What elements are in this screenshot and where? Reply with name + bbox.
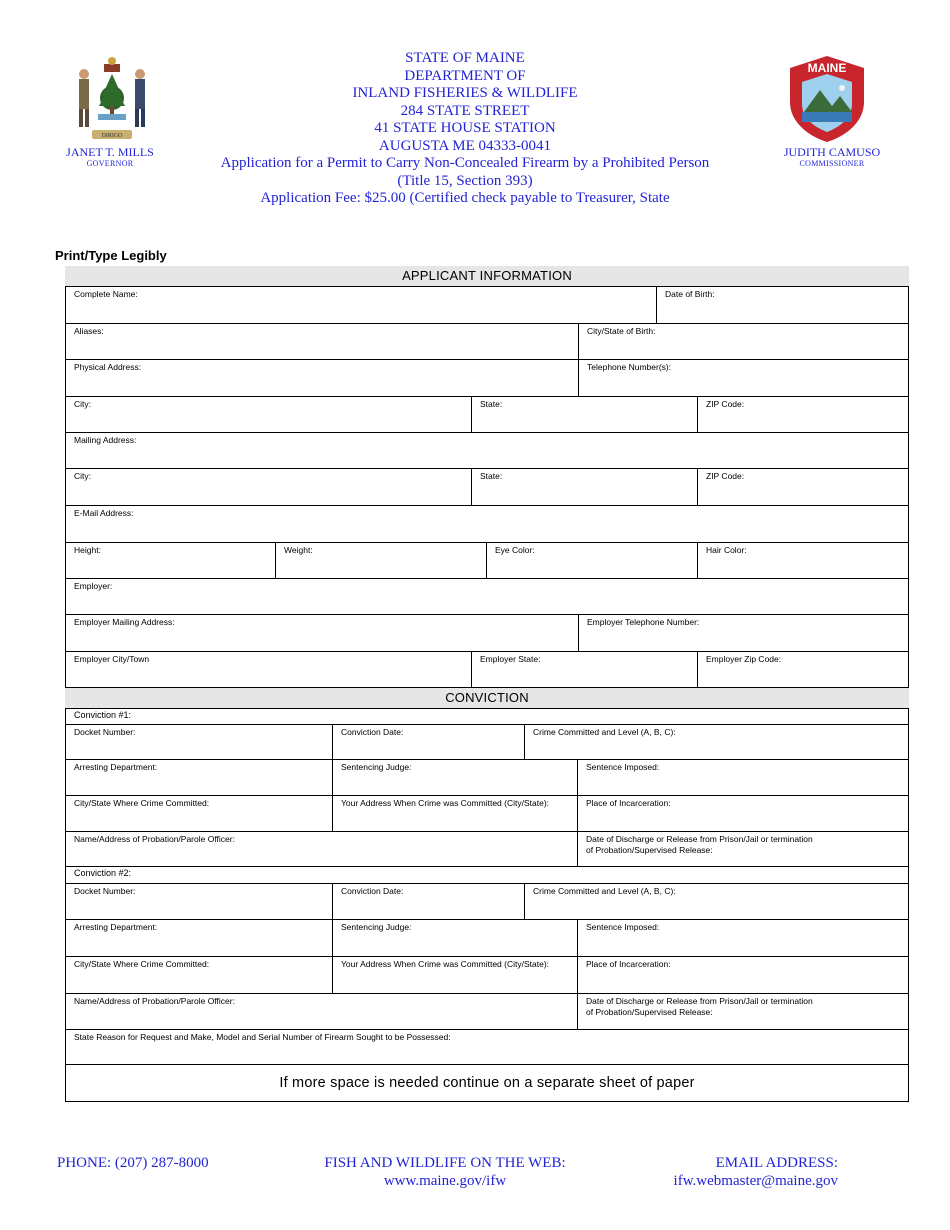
- mailing-address-field[interactable]: Mailing Address:: [74, 435, 137, 445]
- employer-telephone-field[interactable]: Employer Telephone Number:: [587, 617, 700, 627]
- employer-zip-code-field[interactable]: Employer Zip Code:: [706, 654, 782, 664]
- footer-email-block: [640, 1154, 838, 1190]
- c1-your-address-field[interactable]: Your Address When Crime was Committed (City/State):: [333, 796, 578, 831]
- employer-state-field[interactable]: Employer State:: [472, 652, 698, 687]
- application-form: [65, 266, 909, 1102]
- conviction-2-label: Conviction #2:: [74, 868, 132, 878]
- email-address-field[interactable]: E-Mail Address:: [74, 508, 134, 518]
- height-field[interactable]: Height:: [66, 543, 276, 578]
- seal-motto: DIRIGO: [101, 133, 123, 139]
- hair-color-field[interactable]: Hair Color:: [706, 545, 747, 555]
- commissioner-name: JUDITH CAMUSO: [783, 145, 881, 159]
- c2-your-address-field[interactable]: Your Address When Crime was Committed (City/State):: [333, 957, 578, 993]
- c1-conviction-date-field[interactable]: Conviction Date:: [333, 725, 525, 759]
- ifw-shield-logo-icon: [786, 54, 868, 144]
- applicant-table: [65, 286, 909, 688]
- header-station: 41 STATE HOUSE STATION: [374, 120, 556, 136]
- conviction-table: [65, 708, 909, 1102]
- telephone-field[interactable]: Telephone Number(s):: [587, 362, 672, 372]
- c2-crime-location-field[interactable]: City/State Where Crime Committed:: [66, 957, 333, 993]
- footer-web-label: FISH AND WILDLIFE ON THE WEB:: [324, 1155, 566, 1171]
- footer-web-link[interactable]: www.maine.gov/ifw: [383, 1173, 507, 1189]
- discharge-label-line1: Date of Discharge or Release from Prison/Jail or termination: [586, 996, 813, 1006]
- city-field[interactable]: City:: [66, 397, 472, 432]
- c2-place-of-incarceration-field[interactable]: Place of Incarceration:: [586, 959, 671, 969]
- form-statute: (Title 15, Section 393): [397, 172, 533, 189]
- c2-arresting-department-field[interactable]: Arresting Department:: [66, 920, 333, 956]
- discharge-label-line2: of Probation/Supervised Release:: [586, 1006, 713, 1017]
- header-city: AUGUSTA ME 04333-0041: [378, 137, 552, 154]
- commissioner-block: [770, 145, 894, 169]
- c2-docket-number-field[interactable]: Docket Number:: [66, 884, 333, 919]
- conviction-section-header: CONVICTION: [65, 688, 909, 708]
- mailing-state-field[interactable]: State:: [472, 469, 698, 505]
- state-field[interactable]: State:: [472, 397, 698, 432]
- employer-field[interactable]: Employer:: [74, 581, 113, 591]
- c1-sentence-imposed-field[interactable]: Sentence Imposed:: [586, 762, 660, 772]
- governor-block: [48, 145, 172, 169]
- zip-code-field[interactable]: ZIP Code:: [706, 399, 745, 409]
- c2-discharge-date-field[interactable]: [578, 994, 908, 1029]
- reason-for-request-field[interactable]: State Reason for Request and Make, Model and Serial Number of Firearm Sought to be Possessed:: [74, 1032, 451, 1042]
- header-block: [200, 50, 730, 208]
- commissioner-title: COMMISSIONER: [799, 159, 865, 168]
- discharge-label-line1: Date of Discharge or Release from Prison/Jail or termination: [586, 834, 813, 844]
- city-state-of-birth-field[interactable]: City/State of Birth:: [587, 326, 656, 336]
- discharge-label-line2: of Probation/Supervised Release:: [586, 844, 713, 855]
- conviction-1-label: Conviction #1:: [74, 710, 132, 720]
- print-legibly-note: Print/Type Legibly: [55, 248, 167, 263]
- employer-city-field[interactable]: Employer City/Town: [66, 652, 472, 687]
- c2-crime-level-field[interactable]: Crime Committed and Level (A, B, C):: [533, 886, 676, 896]
- more-space-note: If more space is needed continue on a separate sheet of paper: [279, 1075, 695, 1091]
- c1-probation-officer-field[interactable]: Name/Address of Probation/Parole Officer:: [66, 832, 578, 866]
- state-seal-icon: [70, 52, 154, 144]
- mailing-city-field[interactable]: City:: [66, 469, 472, 505]
- c2-sentencing-judge-field[interactable]: Sentencing Judge:: [333, 920, 578, 956]
- c2-probation-officer-field[interactable]: Name/Address of Probation/Parole Officer:: [66, 994, 578, 1029]
- c1-docket-number-field[interactable]: Docket Number:: [66, 725, 333, 759]
- c1-sentencing-judge-field[interactable]: Sentencing Judge:: [333, 760, 578, 795]
- weight-field[interactable]: Weight:: [276, 543, 487, 578]
- eye-color-field[interactable]: Eye Color:: [487, 543, 698, 578]
- shield-title: MAINE: [807, 61, 847, 75]
- footer-web-block: [300, 1154, 590, 1190]
- complete-name-field[interactable]: Complete Name:: [66, 287, 657, 323]
- aliases-field[interactable]: Aliases:: [66, 324, 579, 359]
- header-state: STATE OF MAINE: [405, 50, 525, 66]
- governor-title: GOVERNOR: [86, 159, 134, 168]
- header-street: 284 STATE STREET: [400, 102, 530, 119]
- applicant-section-header: APPLICANT INFORMATION: [65, 266, 909, 286]
- employer-mailing-address-field[interactable]: Employer Mailing Address:: [66, 615, 579, 651]
- c1-crime-location-field[interactable]: City/State Where Crime Committed:: [66, 796, 333, 831]
- date-of-birth-field[interactable]: Date of Birth:: [665, 289, 715, 299]
- c1-arresting-department-field[interactable]: Arresting Department:: [66, 760, 333, 795]
- footer-email-link[interactable]: ifw.webmaster@maine.gov: [673, 1173, 838, 1189]
- form-title: Application for a Permit to Carry Non-Concealed Firearm by a Prohibited Person: [220, 155, 710, 171]
- mailing-zip-code-field[interactable]: ZIP Code:: [706, 471, 745, 481]
- c1-place-of-incarceration-field[interactable]: Place of Incarceration:: [586, 798, 671, 808]
- physical-address-field[interactable]: Physical Address:: [66, 360, 579, 396]
- c2-sentence-imposed-field[interactable]: Sentence Imposed:: [586, 922, 660, 932]
- c2-conviction-date-field[interactable]: Conviction Date:: [333, 884, 525, 919]
- footer-phone: PHONE: (207) 287-8000: [57, 1155, 209, 1171]
- footer-email-label: EMAIL ADDRESS:: [715, 1155, 838, 1171]
- header-agency: INLAND FISHERIES & WILDLIFE: [352, 85, 578, 101]
- form-fee: Application Fee: $25.00 (Certified check payable to Treasurer, State: [260, 190, 670, 206]
- governor-name: JANET T. MILLS: [66, 145, 154, 159]
- c1-crime-level-field[interactable]: Crime Committed and Level (A, B, C):: [533, 727, 676, 737]
- header-department: DEPARTMENT OF: [404, 67, 526, 84]
- c1-discharge-date-field[interactable]: [578, 832, 908, 866]
